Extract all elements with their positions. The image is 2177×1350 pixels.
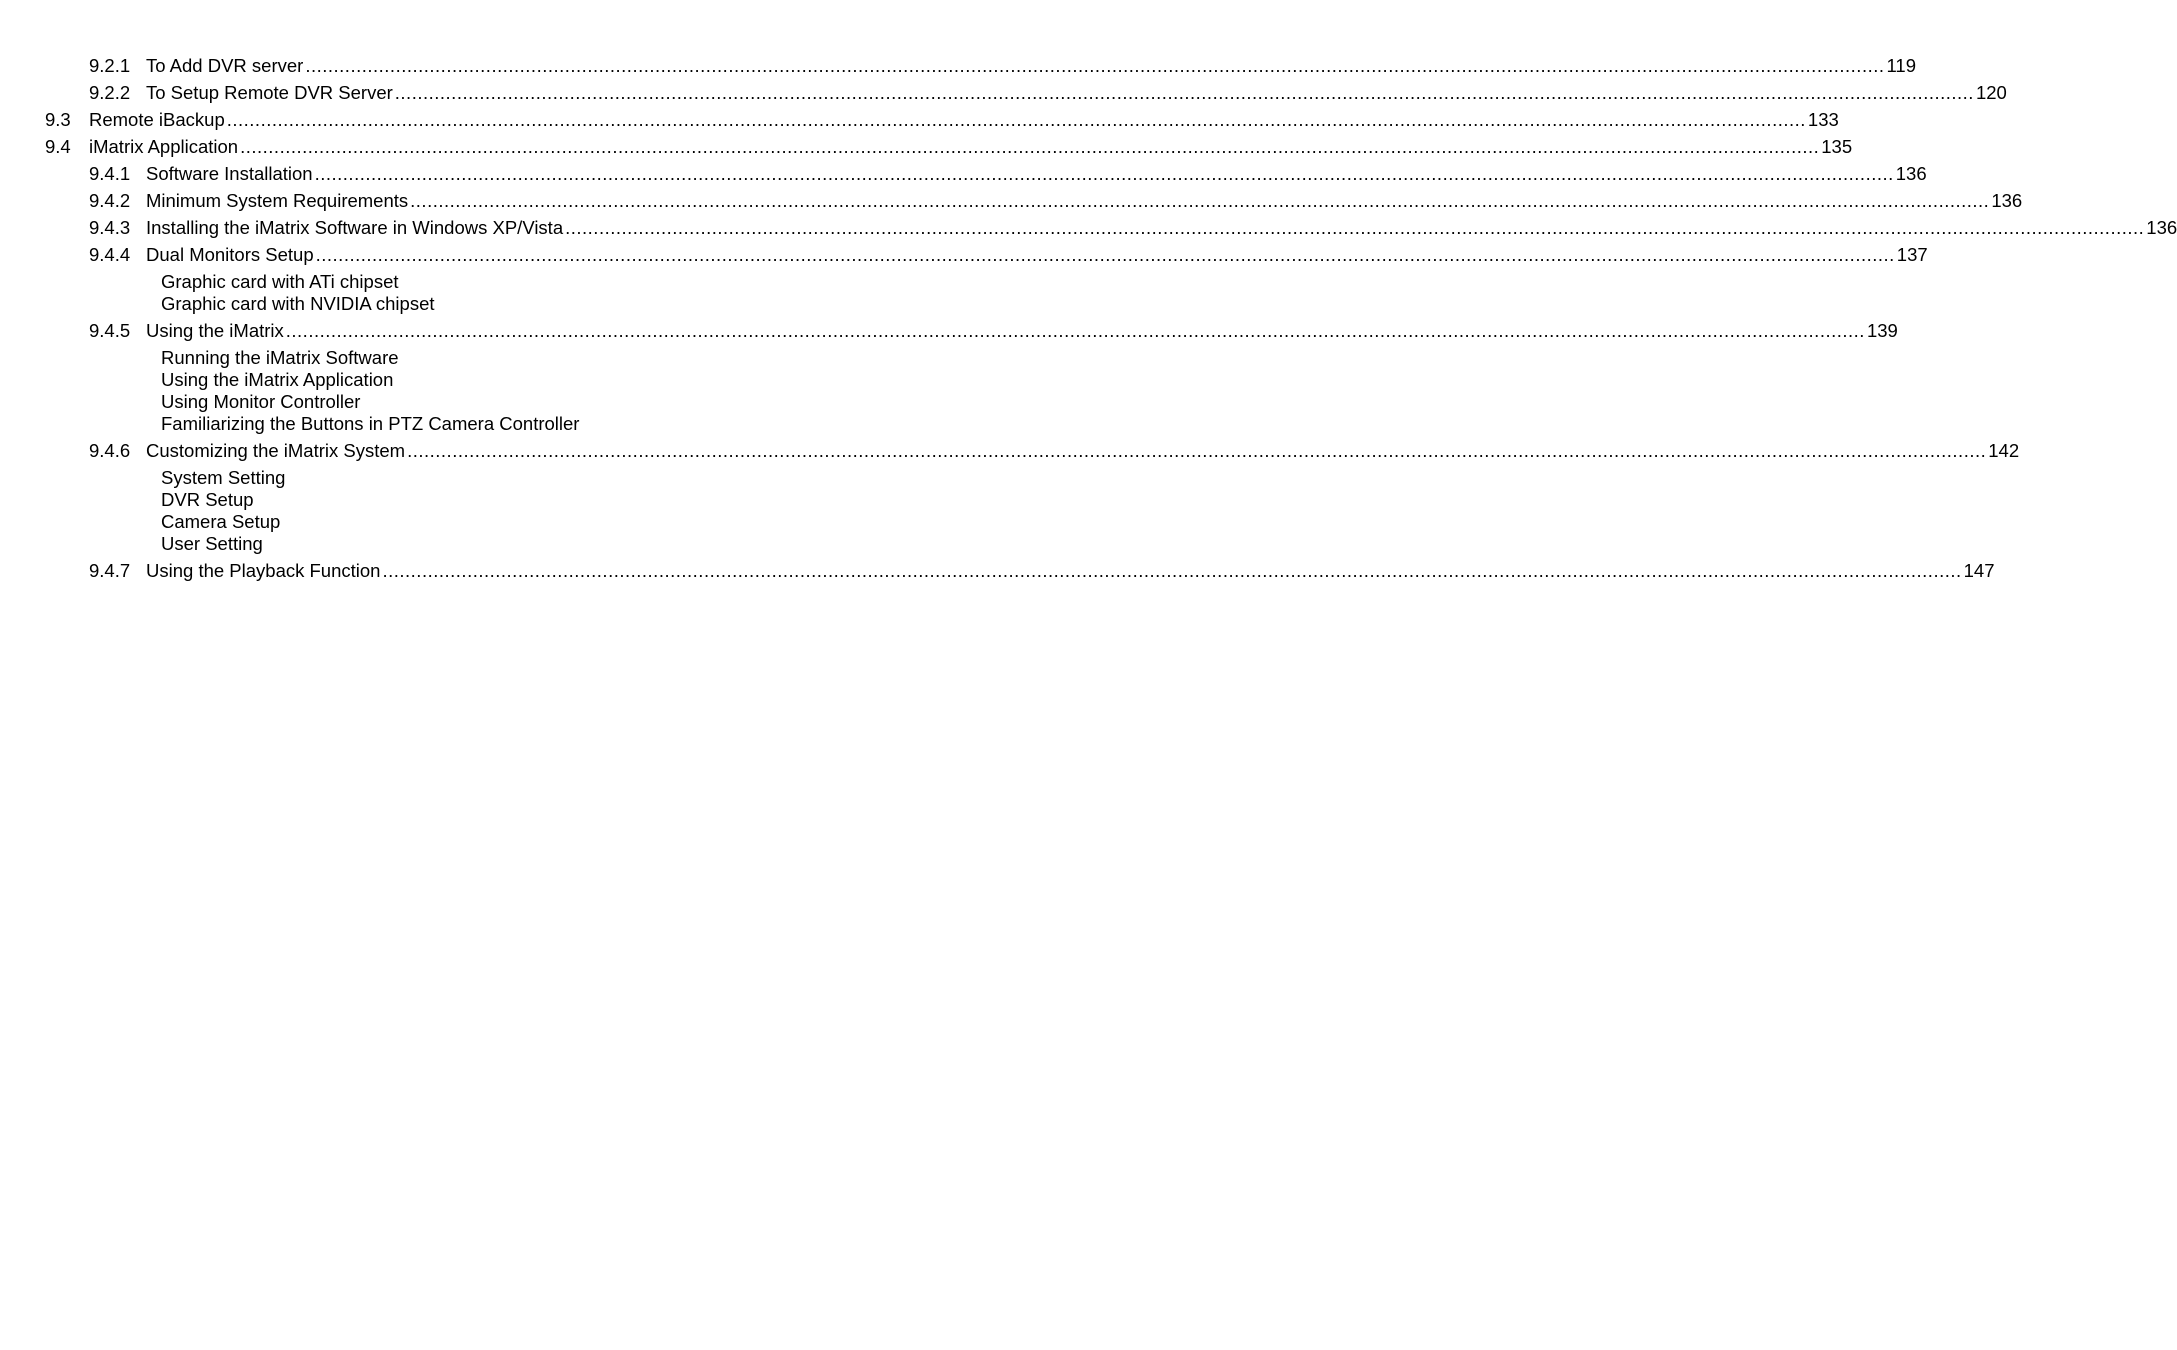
toc-entry-page-number[interactable]: 120: [1975, 82, 2007, 103]
toc-entry[interactable]: [0, 318, 1898, 345]
toc-entry-number: 9.4.7: [89, 560, 131, 581]
toc-entry-line: [89, 107, 1839, 132]
toc-entry[interactable]: [0, 161, 1927, 188]
toc-subitem[interactable]: DVR Setup: [161, 489, 254, 510]
toc-entry-title[interactable]: Installing the iMatrix Software in Windows XP/Vista: [146, 217, 564, 238]
toc-entry-number: 9.4.4: [89, 244, 131, 265]
toc-entry-page-number[interactable]: 133: [1807, 109, 1839, 130]
toc-entry[interactable]: [0, 134, 1853, 161]
toc-entry-line: [89, 134, 1853, 159]
toc-entry-title[interactable]: Software Installation: [146, 163, 313, 184]
toc-subitem[interactable]: System Setting: [161, 467, 286, 488]
toc-entry-number: 9.3: [45, 109, 71, 130]
toc-entry-page-number[interactable]: 137: [1896, 244, 1928, 265]
toc-entry-line: [146, 188, 2023, 213]
toc-entry-number: 9.4.3: [89, 217, 131, 238]
toc-entry-line: [146, 318, 1898, 343]
toc-subitem[interactable]: Familiarizing the Buttons in PTZ Camera Controller: [161, 413, 580, 434]
toc-entry-title[interactable]: To Setup Remote DVR Server: [146, 82, 393, 103]
toc-entry-number: 9.4.6: [89, 440, 131, 461]
toc-entry[interactable]: [0, 215, 2177, 242]
toc-entry-number: 9.4.1: [89, 163, 131, 184]
toc-entry-page-number[interactable]: 136: [1895, 163, 1927, 184]
toc-entry-line: [146, 80, 2007, 105]
toc-entry-page-number[interactable]: 136: [2146, 217, 2177, 238]
toc-entry-page-number[interactable]: 135: [1821, 136, 1853, 157]
toc-entry-title[interactable]: Minimum System Requirements: [146, 190, 409, 211]
toc-entry-title[interactable]: Using the iMatrix: [146, 320, 284, 341]
toc-entry-page-number[interactable]: 136: [1991, 190, 2023, 211]
toc-subitem-group: [0, 465, 954, 558]
toc-subitem[interactable]: Graphic card with ATi chipset: [161, 271, 399, 292]
toc-subitem-group: [0, 269, 954, 318]
toc-entry[interactable]: [0, 107, 1839, 134]
toc-entry-page-number[interactable]: 139: [1866, 320, 1898, 341]
dot-leader: ........................................................................................................................................................................................................................................................................................: [382, 560, 1962, 581]
toc-entry-title[interactable]: Customizing the iMatrix System: [146, 440, 406, 461]
toc-entry-page-number[interactable]: 142: [1988, 440, 2020, 461]
toc-entry-title[interactable]: To Add DVR server: [146, 55, 304, 76]
toc-subitem[interactable]: User Setting: [161, 533, 263, 554]
toc-entry-line: [146, 215, 2177, 240]
toc-subitem[interactable]: Running the iMatrix Software: [161, 347, 399, 368]
toc-entry-page-number[interactable]: 147: [1963, 560, 1995, 581]
toc-entry-page-number[interactable]: 119: [1886, 55, 1916, 76]
toc-entry-number: 9.2.1: [89, 55, 131, 76]
toc-subitem[interactable]: Graphic card with NVIDIA chipset: [161, 293, 435, 314]
toc-entry[interactable]: [0, 242, 1928, 269]
dot-leader: ........................................................................................................................................................................................................................................................................................: [314, 163, 1894, 184]
toc-entry-line: [146, 558, 1995, 583]
toc-entry[interactable]: [0, 558, 1995, 585]
table-of-contents: [0, 53, 2177, 585]
toc-entry-title[interactable]: iMatrix Application: [89, 136, 239, 157]
toc-entry-number: 9.4.2: [89, 190, 131, 211]
toc-entry-line: [146, 438, 2020, 463]
dot-leader: ........................................................................................................................................................................................................................................................................................: [410, 190, 1990, 211]
toc-subitem-group: [0, 345, 954, 438]
toc-entry[interactable]: [0, 438, 2020, 465]
toc-entry-title[interactable]: Remote iBackup: [89, 109, 225, 130]
toc-entry-number: 9.4: [45, 136, 71, 157]
toc-subitem[interactable]: Using Monitor Controller: [161, 391, 361, 412]
dot-leader: ........................................................................................................................................................................................................................................................................................: [394, 82, 1974, 103]
dot-leader: ........................................................................................................................................................................................................................................................................................: [565, 217, 2145, 238]
dot-leader: ........................................................................................................................................................................................................................................................................................: [305, 55, 1885, 76]
toc-entry-title[interactable]: Using the Playback Function: [146, 560, 381, 581]
toc-entry-line: [146, 53, 1916, 78]
dot-leader: ........................................................................................................................................................................................................................................................................................: [407, 440, 1987, 461]
toc-entry-title[interactable]: Dual Monitors Setup: [146, 244, 314, 265]
dot-leader: ........................................................................................................................................................................................................................................................................................: [240, 136, 1820, 157]
dot-leader: ........................................................................................................................................................................................................................................................................................: [285, 320, 1865, 341]
toc-entry-line: [146, 161, 1927, 186]
dot-leader: ........................................................................................................................................................................................................................................................................................: [315, 244, 1895, 265]
toc-entry[interactable]: [0, 53, 1916, 80]
toc-entry-number: 9.4.5: [89, 320, 131, 341]
toc-entry[interactable]: [0, 188, 2023, 215]
toc-entry[interactable]: [0, 80, 2007, 107]
toc-subitem[interactable]: Camera Setup: [161, 511, 281, 532]
toc-subitem[interactable]: Using the iMatrix Application: [161, 369, 394, 390]
toc-entry-number: 9.2.2: [89, 82, 131, 103]
dot-leader: ........................................................................................................................................................................................................................................................................................: [226, 109, 1806, 130]
toc-entry-line: [146, 242, 1928, 267]
